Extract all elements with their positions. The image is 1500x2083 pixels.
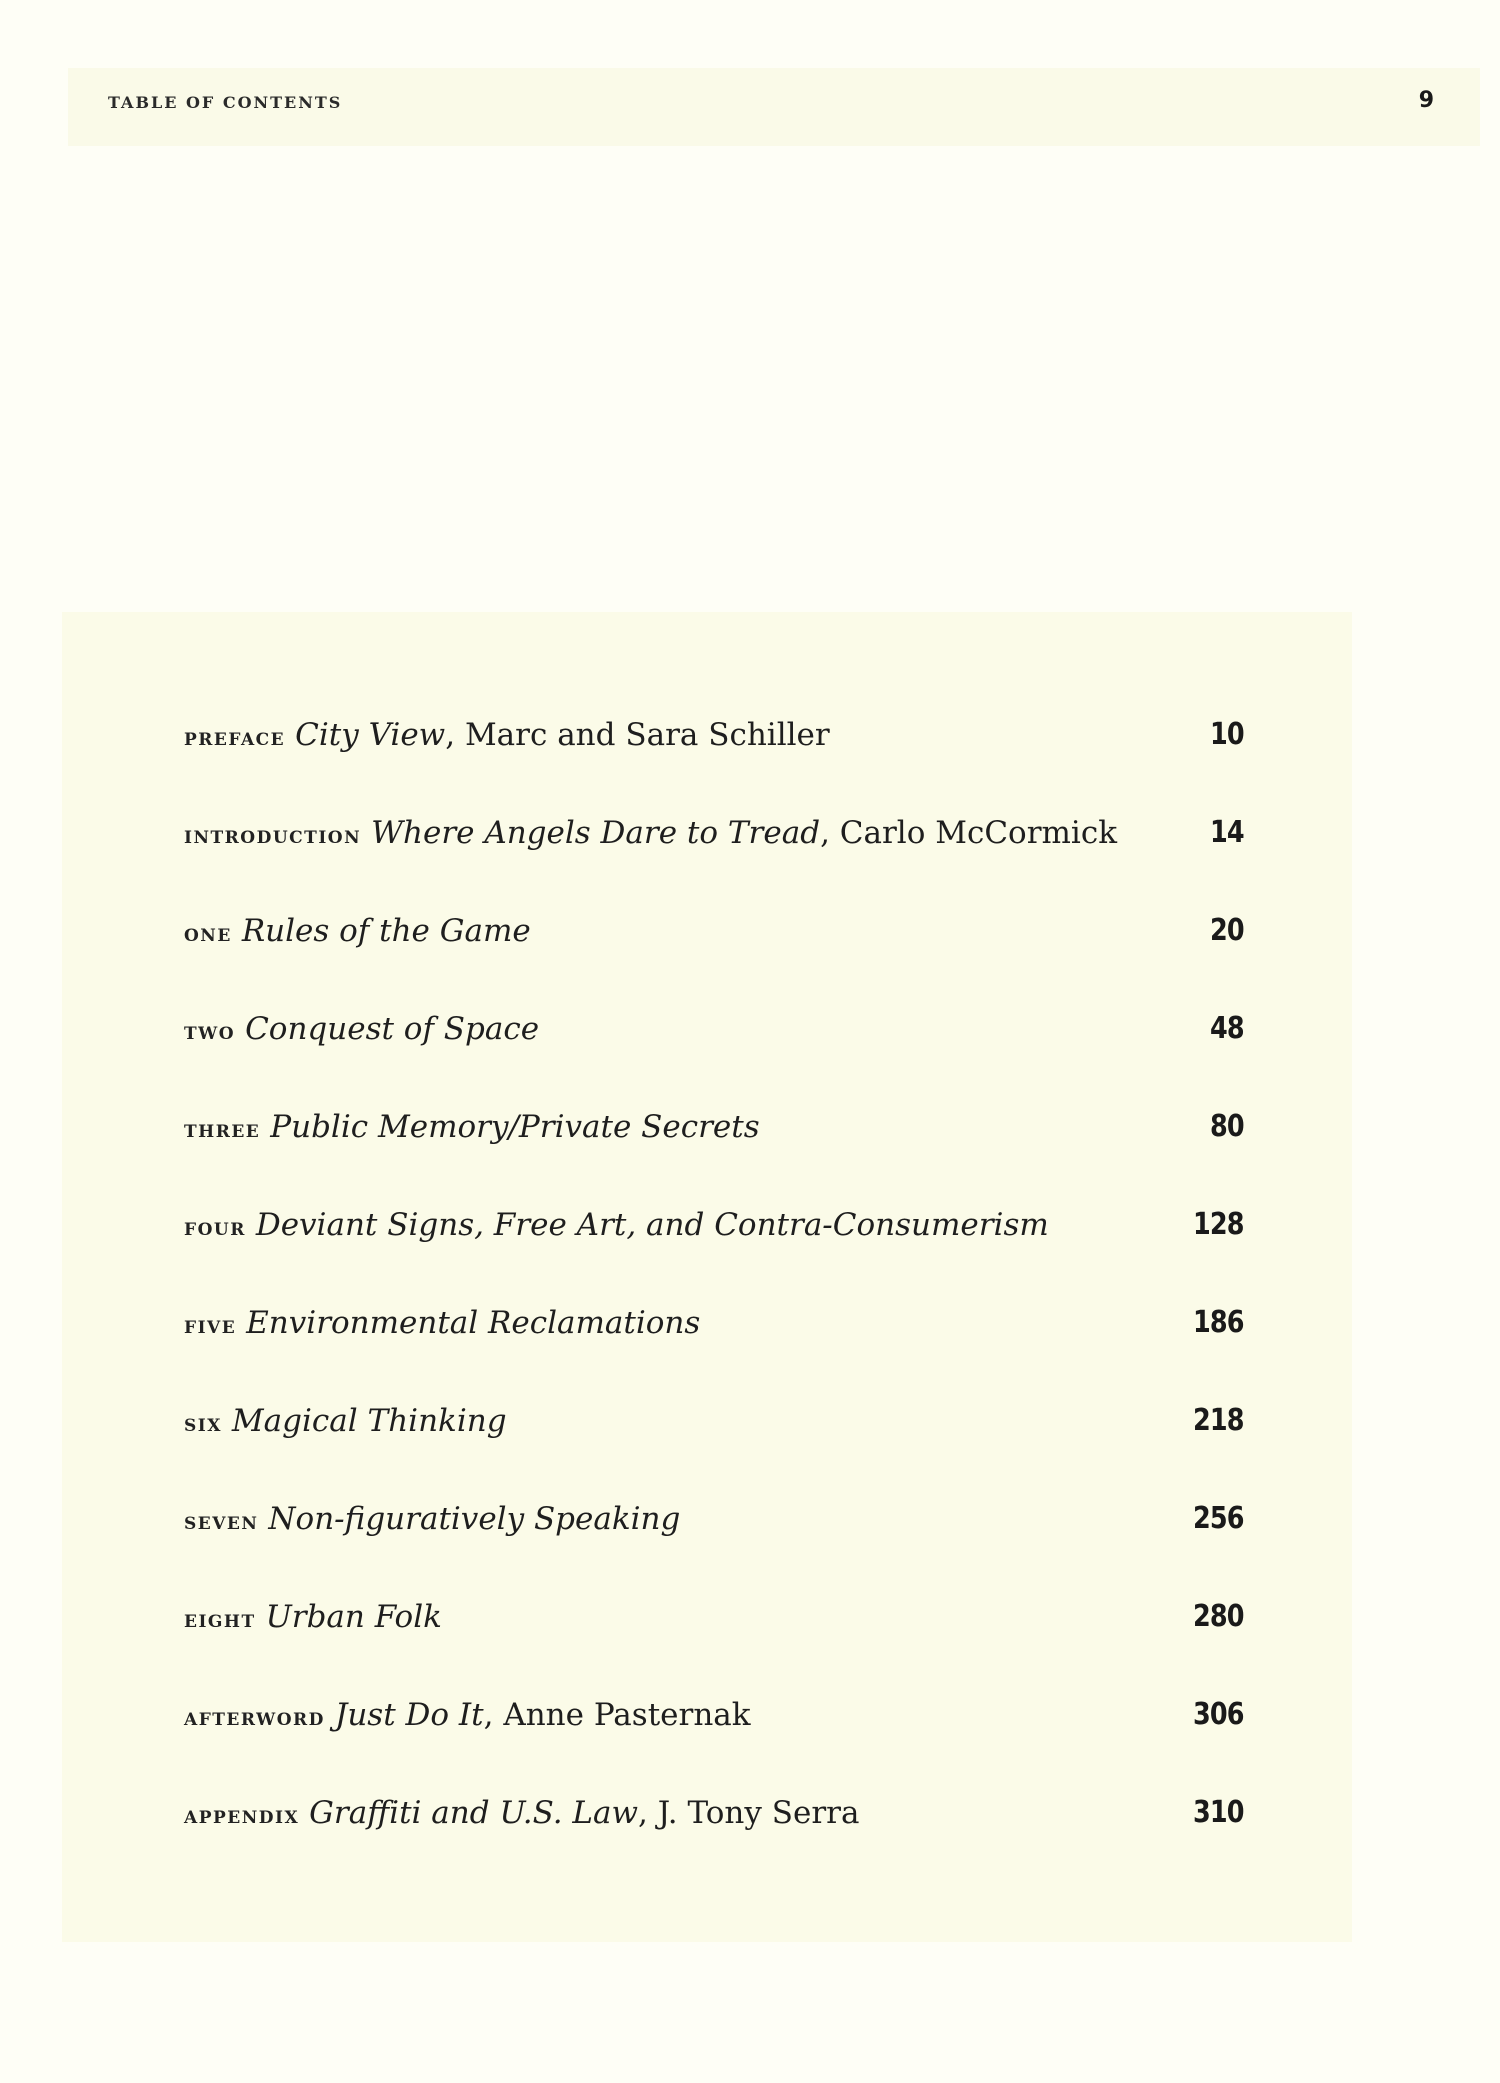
entry-page-number: 280 [1193, 1599, 1244, 1634]
entry-title: Public Memory/Private Secrets [270, 1109, 760, 1145]
entry-label: APPENDIX [184, 1808, 300, 1828]
entry-author: , Marc and Sara Schiller [445, 717, 830, 753]
entry-title: Just Do It [334, 1697, 484, 1733]
entry-page-number: 128 [1193, 1207, 1244, 1242]
entry-page-number: 80 [1210, 1109, 1244, 1144]
entry-label: EIGHT [184, 1612, 256, 1632]
entry-label: ONE [184, 926, 232, 946]
entry-label: FIVE [184, 1318, 237, 1338]
entry-page-number: 218 [1193, 1403, 1244, 1438]
entry-label: TWO [184, 1024, 236, 1044]
entry-title: Environmental Reclamations [246, 1305, 701, 1341]
entry-title: Non-figuratively Speaking [268, 1501, 681, 1537]
entry-author: , Anne Pasternak [483, 1697, 751, 1733]
entry-title: Rules of the Game [241, 913, 531, 949]
toc-entry-five[interactable] [184, 1293, 1244, 1391]
entry-page-number: 310 [1193, 1795, 1244, 1830]
toc-entry-afterword[interactable] [184, 1685, 1244, 1783]
entry-label: INTRODUCTION [184, 828, 362, 848]
entry-title: Where Angels Dare to Tread [371, 815, 821, 851]
entry-label: PREFACE [184, 730, 286, 750]
toc-entry-two[interactable] [184, 999, 1244, 1097]
entry-title: Magical Thinking [231, 1403, 507, 1439]
entry-title: Graffiti and U.S. Law [309, 1795, 639, 1831]
toc-entry-introduction[interactable] [184, 803, 1244, 901]
entry-label: THREE [184, 1122, 261, 1142]
entry-label: SIX [184, 1416, 222, 1436]
toc-entry-seven[interactable] [184, 1489, 1244, 1587]
table-of-contents [184, 705, 1244, 1881]
entry-author: , Carlo McCormick [820, 815, 1117, 851]
entry-page-number: 14 [1210, 815, 1244, 850]
entry-label: AFTERWORD [184, 1710, 325, 1730]
entry-page-number: 10 [1210, 717, 1244, 752]
toc-entry-appendix[interactable] [184, 1783, 1244, 1881]
entry-page-number: 20 [1210, 913, 1244, 948]
entry-page-number: 48 [1210, 1011, 1244, 1046]
entry-label: FOUR [184, 1220, 246, 1240]
entry-label: SEVEN [184, 1514, 259, 1534]
entry-title: City View [295, 717, 446, 753]
toc-entry-three[interactable] [184, 1097, 1244, 1195]
toc-entry-four[interactable] [184, 1195, 1244, 1293]
toc-entry-eight[interactable] [184, 1587, 1244, 1685]
page-number: 9 [1418, 88, 1434, 113]
entry-title: Conquest of Space [245, 1011, 540, 1047]
entry-title: Deviant Signs, Free Art, and Contra-Consumerism [255, 1207, 1049, 1243]
running-head: TABLE OF CONTENTS [108, 93, 343, 112]
entry-page-number: 186 [1193, 1305, 1244, 1340]
entry-title: Urban Folk [265, 1599, 442, 1635]
entry-author: , J. Tony Serra [638, 1795, 860, 1831]
toc-entry-one[interactable] [184, 901, 1244, 999]
entry-page-number: 256 [1193, 1501, 1244, 1536]
toc-entry-six[interactable] [184, 1391, 1244, 1489]
toc-entry-preface[interactable] [184, 705, 1244, 803]
entry-page-number: 306 [1193, 1697, 1244, 1732]
